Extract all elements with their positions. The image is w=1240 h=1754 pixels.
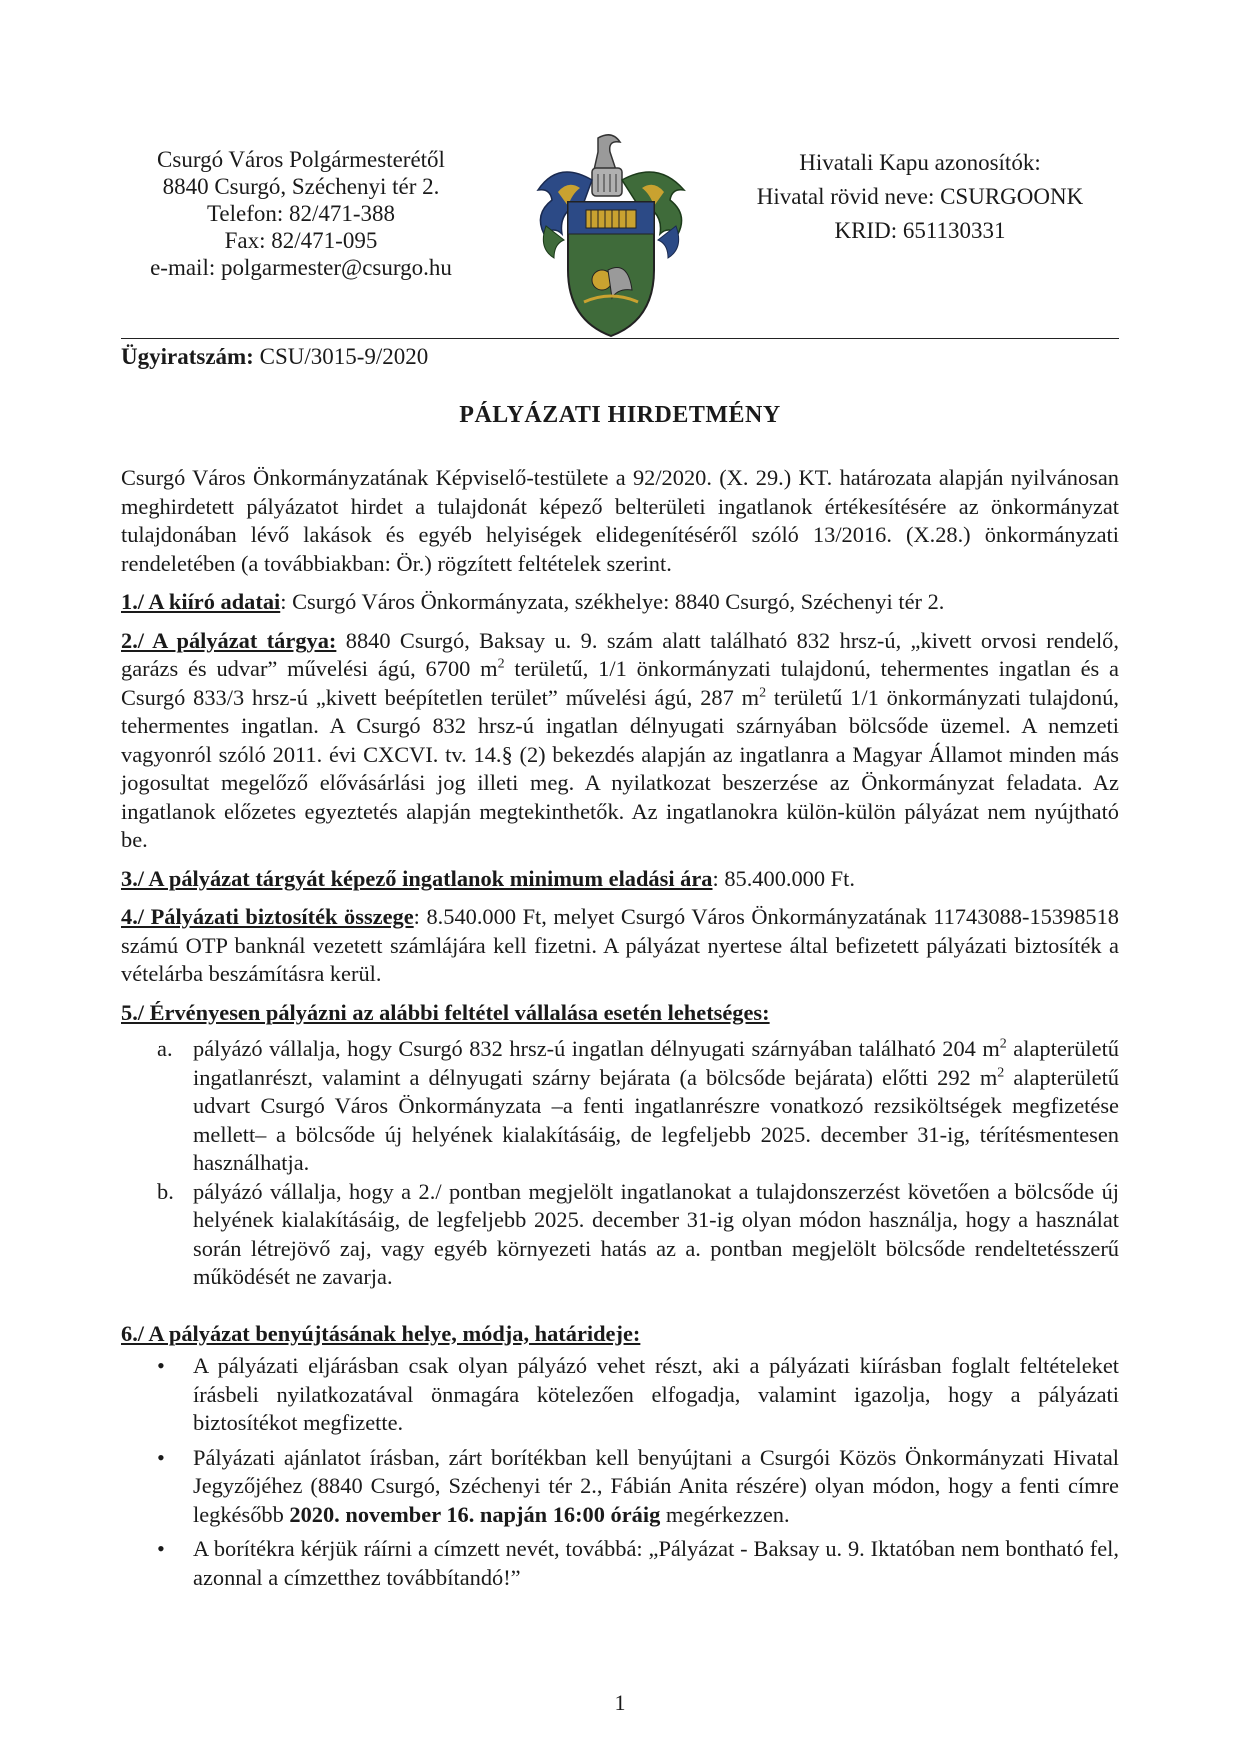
section-1-heading: 1./ A kiíró adatai — [121, 589, 281, 614]
section-2-sup-1: 2 — [497, 656, 505, 672]
bullet-3-text: A borítékra kérjük ráírni a címzett nevét, továbbá: „Pályázat - Baksay u. 9. Iktatóban nem bontható fel, azonnal a címzetthez továbbítandó!” — [193, 1536, 1119, 1590]
sender-name: Csurgó Város Polgármesterétől — [157, 147, 445, 172]
section-5-list — [121, 1035, 1119, 1292]
case-label: Ügyiratszám: — [121, 344, 254, 369]
item-a-text-1: pályázó vállalja, hogy Csurgó 832 hrsz-ú ingatlan délnyugati szárnyában található 204 m — [193, 1036, 1000, 1061]
item-b-text: pályázó vállalja, hogy a 2./ pontban megjelölt ingatlanokat a tulajdonszerzést követően a bölcsőde új helyének kialakításáig, de legfeljebb 2025. december 31-ig olyan módon használja, hogy a használat során létrejövő zaj, vagy egyéb környezeti hatás az a. pontban megjelölt bölcsőde rendeltetésszerű működését ne zavarja. — [193, 1178, 1119, 1289]
section-5-heading: 5./ Érvényesen pályázni az alábbi feltétel vállalása esetén lehetséges: — [121, 999, 770, 1025]
bullet-2-text-pre: Pályázati ajánlatot írásban, zárt borítékban kell benyújtani a Csurgói Közös Önkormányzati Hivatal Jegyzőjéhez (8840 Csurgó, Széchenyi tér 2., Fábián Anita részére) olyan módon, hogy a fenti címre legkésőbb — [193, 1444, 1119, 1527]
item-a-text-2: alapterületű ingatlanrészt, valamint a délnyugati szárny bejárata (a bölcsőde bejárata) előtti 292 m — [193, 1036, 1119, 1090]
sender-phone: Telefon: 82/471-388 — [206, 201, 396, 226]
page-number: 1 — [614, 1690, 626, 1715]
header-divider — [121, 338, 1119, 339]
sender-fax: Fax: 82/471-095 — [224, 228, 378, 253]
section-6-heading: 6./ A pályázat benyújtásának helye, módja, határideje: — [121, 1320, 641, 1346]
section-2 — [121, 627, 1119, 855]
sender-email: e-mail: polgarmester@csurgo.hu — [150, 255, 452, 280]
section-2-text-3: területű 1/1 önkormányzati tulajdonú, tehermentes ingatlan. A Csurgó 832 hrsz-ú ingatlan délnyugati szárnyában bölcsőde üzemel. A nemzeti vagyonról szóló 2011. évi CXCVI. tv. 14.§ (2) bekezdés alapján az ingatlanra a Magyar Államot minden más jogosultat megelőző elővásárlási jog illeti meg. A nyilatkozat beszerzése az Önkormányzat feladata. Az ingatlanok előzetes egyeztetés alapján megtekinthetők. Az ingatlanokra külön-külön pályázat nem nyújtható be. — [121, 684, 1119, 852]
gateway-krid: KRID: 651130331 — [834, 218, 1006, 243]
document-title: PÁLYÁZATI HIRDETMÉNY — [459, 402, 781, 428]
coat-of-arms-icon — [528, 130, 694, 340]
item-a-sup-2: 2 — [997, 1065, 1005, 1081]
bullet-icon: • — [157, 1353, 165, 1378]
bullet-item-2 — [121, 1444, 1119, 1530]
case-value: CSU/3015-9/2020 — [253, 344, 429, 369]
section-1 — [121, 588, 1119, 617]
section-2-text-1: 8840 Csurgó, Baksay u. 9. szám alatt található 832 hrsz-ú, „kivett orvosi rendelő, garázs és udvar” művelési ágú, 6700 m — [121, 627, 1119, 681]
section-6-heading-line — [121, 1320, 1119, 1349]
section-6-list — [121, 1352, 1119, 1592]
section-5-heading-line — [121, 999, 1119, 1028]
sender-address: 8840 Csurgó, Széchenyi tér 2. — [162, 174, 440, 199]
bullet-icon: • — [157, 1536, 165, 1561]
section-3-heading: 3./ A pályázat tárgyát képező ingatlanok minimum eladási ára — [121, 865, 713, 891]
section-2-text-2: területű, 1/1 önkormányzati tulajdonú, tehermentes ingatlan és a Csurgó 833/3 hrsz-ú „kivett beépítetlen terület” művelési ágú, 287 m — [121, 656, 1119, 710]
office-gateway-block — [740, 146, 1100, 248]
intro-paragraph: Csurgó Város Önkormányzatának Képviselő-testülete a 92/2020. (X. 29.) KT. határozata alapján nyilvánosan meghirdetett pályázatot hirdet a tulajdonát képező belterületi ingatlanok értékesítésére az önkormányzat tulajdonában lévő lakások és egyéb helyiségek elidegenítéséről szóló 13/2016. (X.28.) önkormányzati rendeletében (a továbbiakban: Ör.) rögzített feltételek szerint. — [121, 465, 1119, 576]
section-4 — [121, 903, 1119, 989]
section-4-heading: 4./ Pályázati biztosíték összege — [121, 904, 414, 929]
section-2-heading: 2./ A pályázat tárgya: — [121, 627, 337, 653]
section-1-text: : Csurgó Város Önkormányzata, székhelye: 8840 Csurgó, Széchenyi tér 2. — [280, 589, 945, 614]
list-item-b — [121, 1178, 1119, 1292]
gateway-short-name: Hivatal rövid neve: CSURGOONK — [756, 184, 1084, 209]
sender-block — [120, 146, 482, 281]
bullet-item-1 — [121, 1352, 1119, 1438]
item-a-text-3: alapterületű udvart Csurgó Város Önkormányzata –a fenti ingatlanrészre vonatkozó rezsiköltségek megfizetése mellett– a bölcsőde új helyének kialakításáig, de legfeljebb 2025. december 31-ig, térítésmentesen használhatja. — [193, 1064, 1120, 1175]
document-body — [121, 464, 1119, 1598]
list-marker-a: a. — [157, 1036, 173, 1061]
section-4-text: : 8.540.000 Ft, melyet Csurgó Város Önkormányzatának 11743088-15398518 számú OTP banknál vezetett számlájára kell fizetni. A pályázat nyertese által befizetett pályázati biztosíték a vételárba beszámításra kerül. — [121, 904, 1120, 986]
section-2-sup-2: 2 — [759, 685, 767, 701]
submission-deadline: 2020. november 16. napján 16:00 óráig — [289, 1501, 661, 1527]
bullet-2-text-post: megérkezzen. — [660, 1501, 790, 1527]
section-3-text: : 85.400.000 Ft. — [712, 865, 855, 891]
bullet-1-text: A pályázati eljárásban csak olyan pályázó vehet részt, aki a pályázati kiírásban foglalt feltételeket írásbeli nyilatkozatával önmagára kötelezően elfogadja, valamint igazolja, hogy a pályázati biztosítékot megfizette. — [193, 1353, 1119, 1435]
list-marker-b: b. — [157, 1178, 174, 1204]
gateway-heading: Hivatali Kapu azonosítók: — [799, 150, 1041, 175]
bullet-icon: • — [157, 1444, 165, 1470]
list-item-a — [121, 1035, 1119, 1178]
case-number — [121, 344, 428, 370]
item-a-sup-1: 2 — [999, 1036, 1007, 1052]
bullet-item-3 — [121, 1535, 1119, 1592]
section-3 — [121, 865, 1119, 894]
